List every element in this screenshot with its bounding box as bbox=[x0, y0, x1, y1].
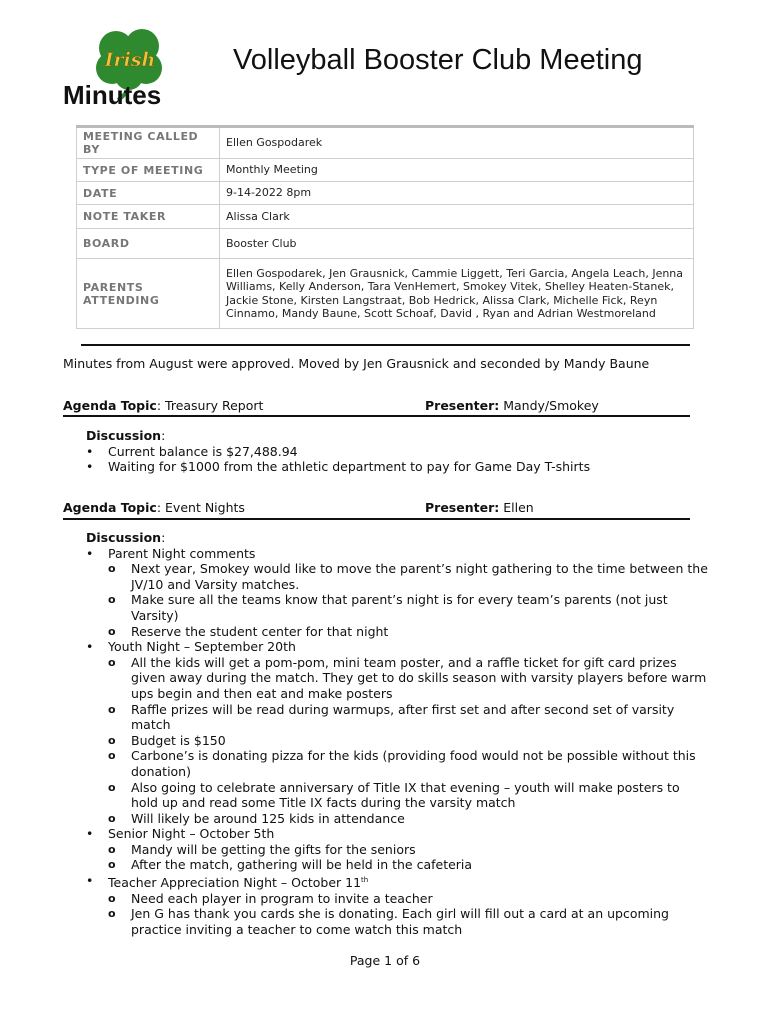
divider bbox=[63, 518, 690, 520]
presenter bbox=[425, 500, 534, 515]
sub-list-item: o Also going to celebrate anniversary of Title IX that evening – youth will make posters to hold up and read some Title IX facts during the varsity match bbox=[108, 779, 680, 811]
sub-bullet-icon: o bbox=[108, 811, 116, 825]
table-row bbox=[77, 259, 694, 329]
sub-bullet-icon: o bbox=[108, 749, 116, 763]
sub-bullet-icon: o bbox=[108, 858, 116, 872]
sub-list bbox=[108, 655, 708, 827]
superscript: th bbox=[361, 876, 369, 885]
sub-list-item: o Mandy will be getting the gifts for the seniors bbox=[108, 841, 416, 857]
document-title: Volleyball Booster Club Meeting bbox=[233, 44, 643, 76]
list-item: • Teacher Appreciation Night – October 11th o Need each player in program to invite a teacher o Jen G has thank you cards she is donating. Each girl will fill out a card at an upcoming practice inviting a teacher to come watch this match bbox=[86, 873, 708, 938]
presenter-value: Mandy/Smokey bbox=[503, 398, 599, 413]
table-row bbox=[77, 205, 694, 229]
agenda-event-nights bbox=[63, 500, 690, 518]
sub-bullet-icon: o bbox=[108, 702, 116, 716]
sub-bullet-icon: o bbox=[108, 733, 116, 747]
divider bbox=[63, 415, 690, 417]
agenda-topic-label: Agenda Topic bbox=[63, 500, 157, 515]
agenda-topic-value: Event Nights bbox=[165, 500, 245, 515]
table-row bbox=[77, 182, 694, 205]
sub-list-item: o Raffle prizes will be read during warmups, after first set and after second set of varsity match bbox=[108, 701, 675, 733]
sub-bullet-icon: o bbox=[108, 842, 116, 856]
page-number: Page 1 of 6 bbox=[349, 953, 421, 968]
type-of-meeting-label: TYPE OF MEETING bbox=[77, 159, 220, 182]
sub-list-item: o Will likely be around 125 kids in attendance bbox=[108, 810, 405, 826]
discussion-list bbox=[86, 546, 708, 938]
parents-attending-label: PARENTS ATTENDING bbox=[77, 259, 220, 329]
date-label: DATE bbox=[77, 182, 220, 205]
discussion-list bbox=[86, 444, 716, 475]
sub-bullet-icon: o bbox=[108, 655, 116, 669]
discussion-heading: Discussion bbox=[86, 530, 162, 545]
sub-list-item: o Carbone’s is donating pizza for the kids (providing food would not be possible without this donation) bbox=[108, 748, 696, 779]
note-taker-value: Alissa Clark bbox=[220, 205, 694, 229]
bullet-icon: • bbox=[86, 545, 94, 561]
table-row bbox=[77, 229, 694, 259]
sub-bullet-icon: o bbox=[108, 907, 116, 921]
sub-list-item: o After the match, gathering will be held in the cafeteria bbox=[108, 857, 473, 873]
agenda-topic-value: Treasury Report bbox=[165, 398, 264, 413]
logo-text: Irish bbox=[104, 49, 156, 71]
bullet-icon: • bbox=[86, 826, 94, 842]
presenter-label: Presenter: bbox=[425, 398, 500, 413]
sub-bullet-icon: o bbox=[108, 780, 116, 794]
presenter-value: Ellen bbox=[503, 500, 534, 515]
document-subtitle: Minutes bbox=[63, 80, 162, 110]
list-item: • Youth Night – September 20th o All the kids will get a pom-pom, mini team poster, and a raffle ticket for gift card prizes given away during the match. They get to do skills season with varsity players before warm ups begin and then eat and make posters o Raffle prizes will be read during warmups, after first set and after second set of varsity match o Budget is $150 o Carbone’s is donating pizza for the kids (providing food would not be possible without this donation) o Also going to celebrate anniversary of Title IX that evening – youth will make posters to hold up and read some Title IX facts during the varsity match o Will likely be around 125 kids in attendance bbox=[86, 639, 707, 826]
bullet-icon: • bbox=[86, 639, 94, 655]
list-item: • Current balance is $27,488.94 bbox=[86, 443, 298, 459]
sub-bullet-icon: o bbox=[108, 593, 116, 607]
sub-list-item: o Next year, Smokey would like to move the parent’s night gathering to the time between the JV/10 and Varsity matches. bbox=[108, 561, 708, 592]
sub-list-item: o Need each player in program to invite a teacher bbox=[108, 890, 433, 906]
presenter-label: Presenter: bbox=[425, 500, 500, 515]
sub-list-item: o Make sure all the teams know that parent’s night is for every team’s parents (not just Varsity) bbox=[108, 592, 668, 623]
bullet-icon: • bbox=[86, 873, 94, 889]
agenda-topic: Agenda Topic: Event Nights bbox=[63, 500, 245, 515]
discussion-heading: Discussion bbox=[86, 428, 162, 443]
sub-list bbox=[108, 891, 708, 938]
board-label: BOARD bbox=[77, 229, 220, 259]
divider bbox=[81, 344, 690, 346]
discussion-event-nights: Discussion: • Parent Night comments o Next year, Smokey would like to move the parent’s night gathering to the time between the JV/10 and Varsity matches. o Make sure all the teams know that parent’s night is for every team’s parents (not just Varsity) o Reserve the student center for that night • Youth Night – September 20th o All the kids will get a pom-pom, mini team poster, and a raffle ticket for gift card prizes given away during the match. They get to do skills season with varsity players before warm ups begin and then eat and make posters o Raffle prizes will be read during warmups, after first set and after second set of varsity match o Budget is $150 o Carbone’s is donating pizza for the kids (providing food would not be possible without this donation) o Also going to celebrate anniversary of Title IX that evening – youth will make posters to hold up and read some Title IX facts during the varsity match o Will likely be around 125 kids in attendance • Senior Night – October 5th o Mandy will be getting the gifts for the seniors o After the match, gathering will be held in the cafeteria • Teacher Appreciation Night – October 11th o Need each player in program to invite a teacher o Jen G has thank you cards she is donating. Each girl will fill out a card at an upcoming practice inviting a teacher to come watch this match bbox=[86, 530, 708, 937]
list-item: • Parent Night comments o Next year, Smokey would like to move the parent’s night gathering to the time between the JV/10 and Varsity matches. o Make sure all the teams know that parent’s night is for every team’s parents (not just Varsity) o Reserve the student center for that night bbox=[86, 545, 708, 639]
bullet-icon: • bbox=[86, 459, 94, 475]
table-row bbox=[77, 127, 694, 159]
sub-list bbox=[108, 561, 708, 639]
agenda-topic-label: Agenda Topic bbox=[63, 398, 157, 413]
list-item: • Senior Night – October 5th o Mandy will be getting the gifts for the seniors o After the match, gathering will be held in the cafeteria bbox=[86, 826, 708, 873]
bullet-icon: • bbox=[86, 443, 94, 459]
board-value: Booster Club bbox=[220, 229, 694, 259]
discussion-treasury: Discussion: • Current balance is $27,488.94 • Waiting for $1000 from the athletic department to pay for Game Day T-shirts bbox=[86, 428, 716, 475]
sub-bullet-icon: o bbox=[108, 891, 116, 905]
note-taker-label: NOTE TAKER bbox=[77, 205, 220, 229]
meeting-info-table bbox=[76, 125, 694, 329]
agenda-topic: Agenda Topic: Treasury Report bbox=[63, 398, 264, 413]
date-value: 9-14-2022 8pm bbox=[220, 182, 694, 205]
agenda-treasury bbox=[63, 398, 690, 416]
sub-list-item: o Jen G has thank you cards she is donating. Each girl will fill out a card at an upcoming practice inviting a teacher to come watch this match bbox=[108, 906, 669, 937]
approval-text: Minutes from August were approved. Moved by Jen Grausnick and seconded by Mandy Baune bbox=[63, 356, 650, 371]
list-item: • Waiting for $1000 from the athletic department to pay for Game Day T-shirts bbox=[86, 459, 591, 475]
sub-list-item: o All the kids will get a pom-pom, mini team poster, and a raffle ticket for gift card prizes given away during the match. They get to do skills season with varsity players before warm ups begin and then eat and make posters bbox=[108, 654, 707, 701]
sub-list bbox=[108, 842, 708, 873]
presenter bbox=[425, 398, 599, 413]
sub-bullet-icon: o bbox=[108, 624, 116, 638]
sub-list-item: o Reserve the student center for that night bbox=[108, 623, 389, 639]
type-of-meeting-value: Monthly Meeting bbox=[220, 159, 694, 182]
parents-attending-value: Ellen Gospodarek, Jen Grausnick, Cammie Liggett, Teri Garcia, Angela Leach, Jenna Williams, Kelly Anderson, Tara VenHemert, Smokey Vitek, Shelley Heaten-Stanek, Jackie Stone, Kirsten Langstraat, Bob Hedrick, Alissa Clark, Michelle Fick, Reyn Cinnamo, Mandy Baune, Scott Schoaf, David , Ryan and Adrian Westmoreland bbox=[220, 259, 694, 329]
meeting-called-by-label: MEETING CALLED BY bbox=[77, 127, 220, 159]
table-row bbox=[77, 159, 694, 182]
sub-list-item: o Budget is $150 bbox=[108, 732, 226, 748]
sub-bullet-icon: o bbox=[108, 562, 116, 576]
meeting-called-by-value: Ellen Gospodarek bbox=[220, 127, 694, 159]
